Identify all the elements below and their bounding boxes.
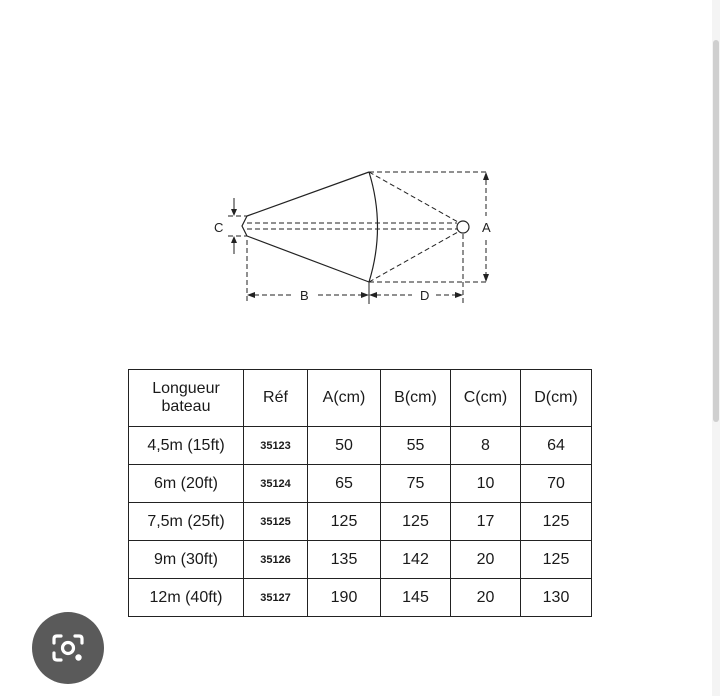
cone-rim: [369, 172, 378, 282]
bridle-upper: [369, 172, 458, 222]
cell-b: 55: [381, 427, 451, 465]
cell-c: 20: [451, 541, 521, 579]
label-a: A: [482, 220, 491, 235]
dimensions-table: [128, 369, 592, 617]
header-ref: Réf: [244, 370, 308, 427]
cell-ref: 35127: [244, 579, 308, 617]
camera-search-icon: [48, 628, 88, 668]
cell-a: 135: [308, 541, 381, 579]
cell-b: 75: [381, 465, 451, 503]
cone-tip: [242, 216, 247, 236]
cell-a: 190: [308, 579, 381, 617]
cell-d: 125: [521, 503, 592, 541]
a-arrowhead-bottom: [483, 274, 489, 282]
cell-c: 17: [451, 503, 521, 541]
header-c: C(cm): [451, 370, 521, 427]
cell-ref: 35123: [244, 427, 308, 465]
header-boat-length: Longueur bateau: [129, 370, 244, 427]
cell-d: 70: [521, 465, 592, 503]
cone-lower-edge: [247, 236, 369, 282]
header-b: B(cm): [381, 370, 451, 427]
cone-upper-edge: [247, 172, 369, 216]
table-row: [129, 465, 592, 503]
cell-c: 20: [451, 579, 521, 617]
cell-a: 65: [308, 465, 381, 503]
label-b: B: [300, 288, 309, 303]
table-row: [129, 503, 592, 541]
cell-a: 50: [308, 427, 381, 465]
bridle-lower: [369, 232, 458, 282]
cell-length: 9m (30ft): [129, 541, 244, 579]
towing-ring: [457, 221, 469, 233]
label-c: C: [214, 220, 224, 235]
cell-b: 125: [381, 503, 451, 541]
cell-length: 4,5m (15ft): [129, 427, 244, 465]
cell-d: 130: [521, 579, 592, 617]
b-arrowhead-left: [247, 292, 255, 298]
table-row: [129, 427, 592, 465]
cell-length: 7,5m (25ft): [129, 503, 244, 541]
cell-d: 64: [521, 427, 592, 465]
cell-c: 10: [451, 465, 521, 503]
cell-length: 6m (20ft): [129, 465, 244, 503]
d-arrowhead-right: [455, 292, 463, 298]
cell-length: 12m (40ft): [129, 579, 244, 617]
cell-ref: 35126: [244, 541, 308, 579]
a-arrowhead-top: [483, 172, 489, 180]
cell-b: 142: [381, 541, 451, 579]
cell-a: 125: [308, 503, 381, 541]
sea-anchor-diagram: [0, 0, 720, 340]
b-arrowhead-right: [361, 292, 369, 298]
cell-ref: 35124: [244, 465, 308, 503]
table-row: [129, 541, 592, 579]
cell-b: 145: [381, 579, 451, 617]
header-d: D(cm): [521, 370, 592, 427]
table-header-row: [129, 370, 592, 427]
cell-c: 8: [451, 427, 521, 465]
c-arrowhead-bottom: [231, 236, 237, 243]
c-arrowhead-top: [231, 209, 237, 216]
cell-d: 125: [521, 541, 592, 579]
label-d: D: [420, 288, 430, 303]
cell-ref: 35125: [244, 503, 308, 541]
visual-search-button[interactable]: [32, 612, 104, 684]
header-a: A(cm): [308, 370, 381, 427]
table-row: [129, 579, 592, 617]
d-arrowhead-left: [369, 292, 377, 298]
